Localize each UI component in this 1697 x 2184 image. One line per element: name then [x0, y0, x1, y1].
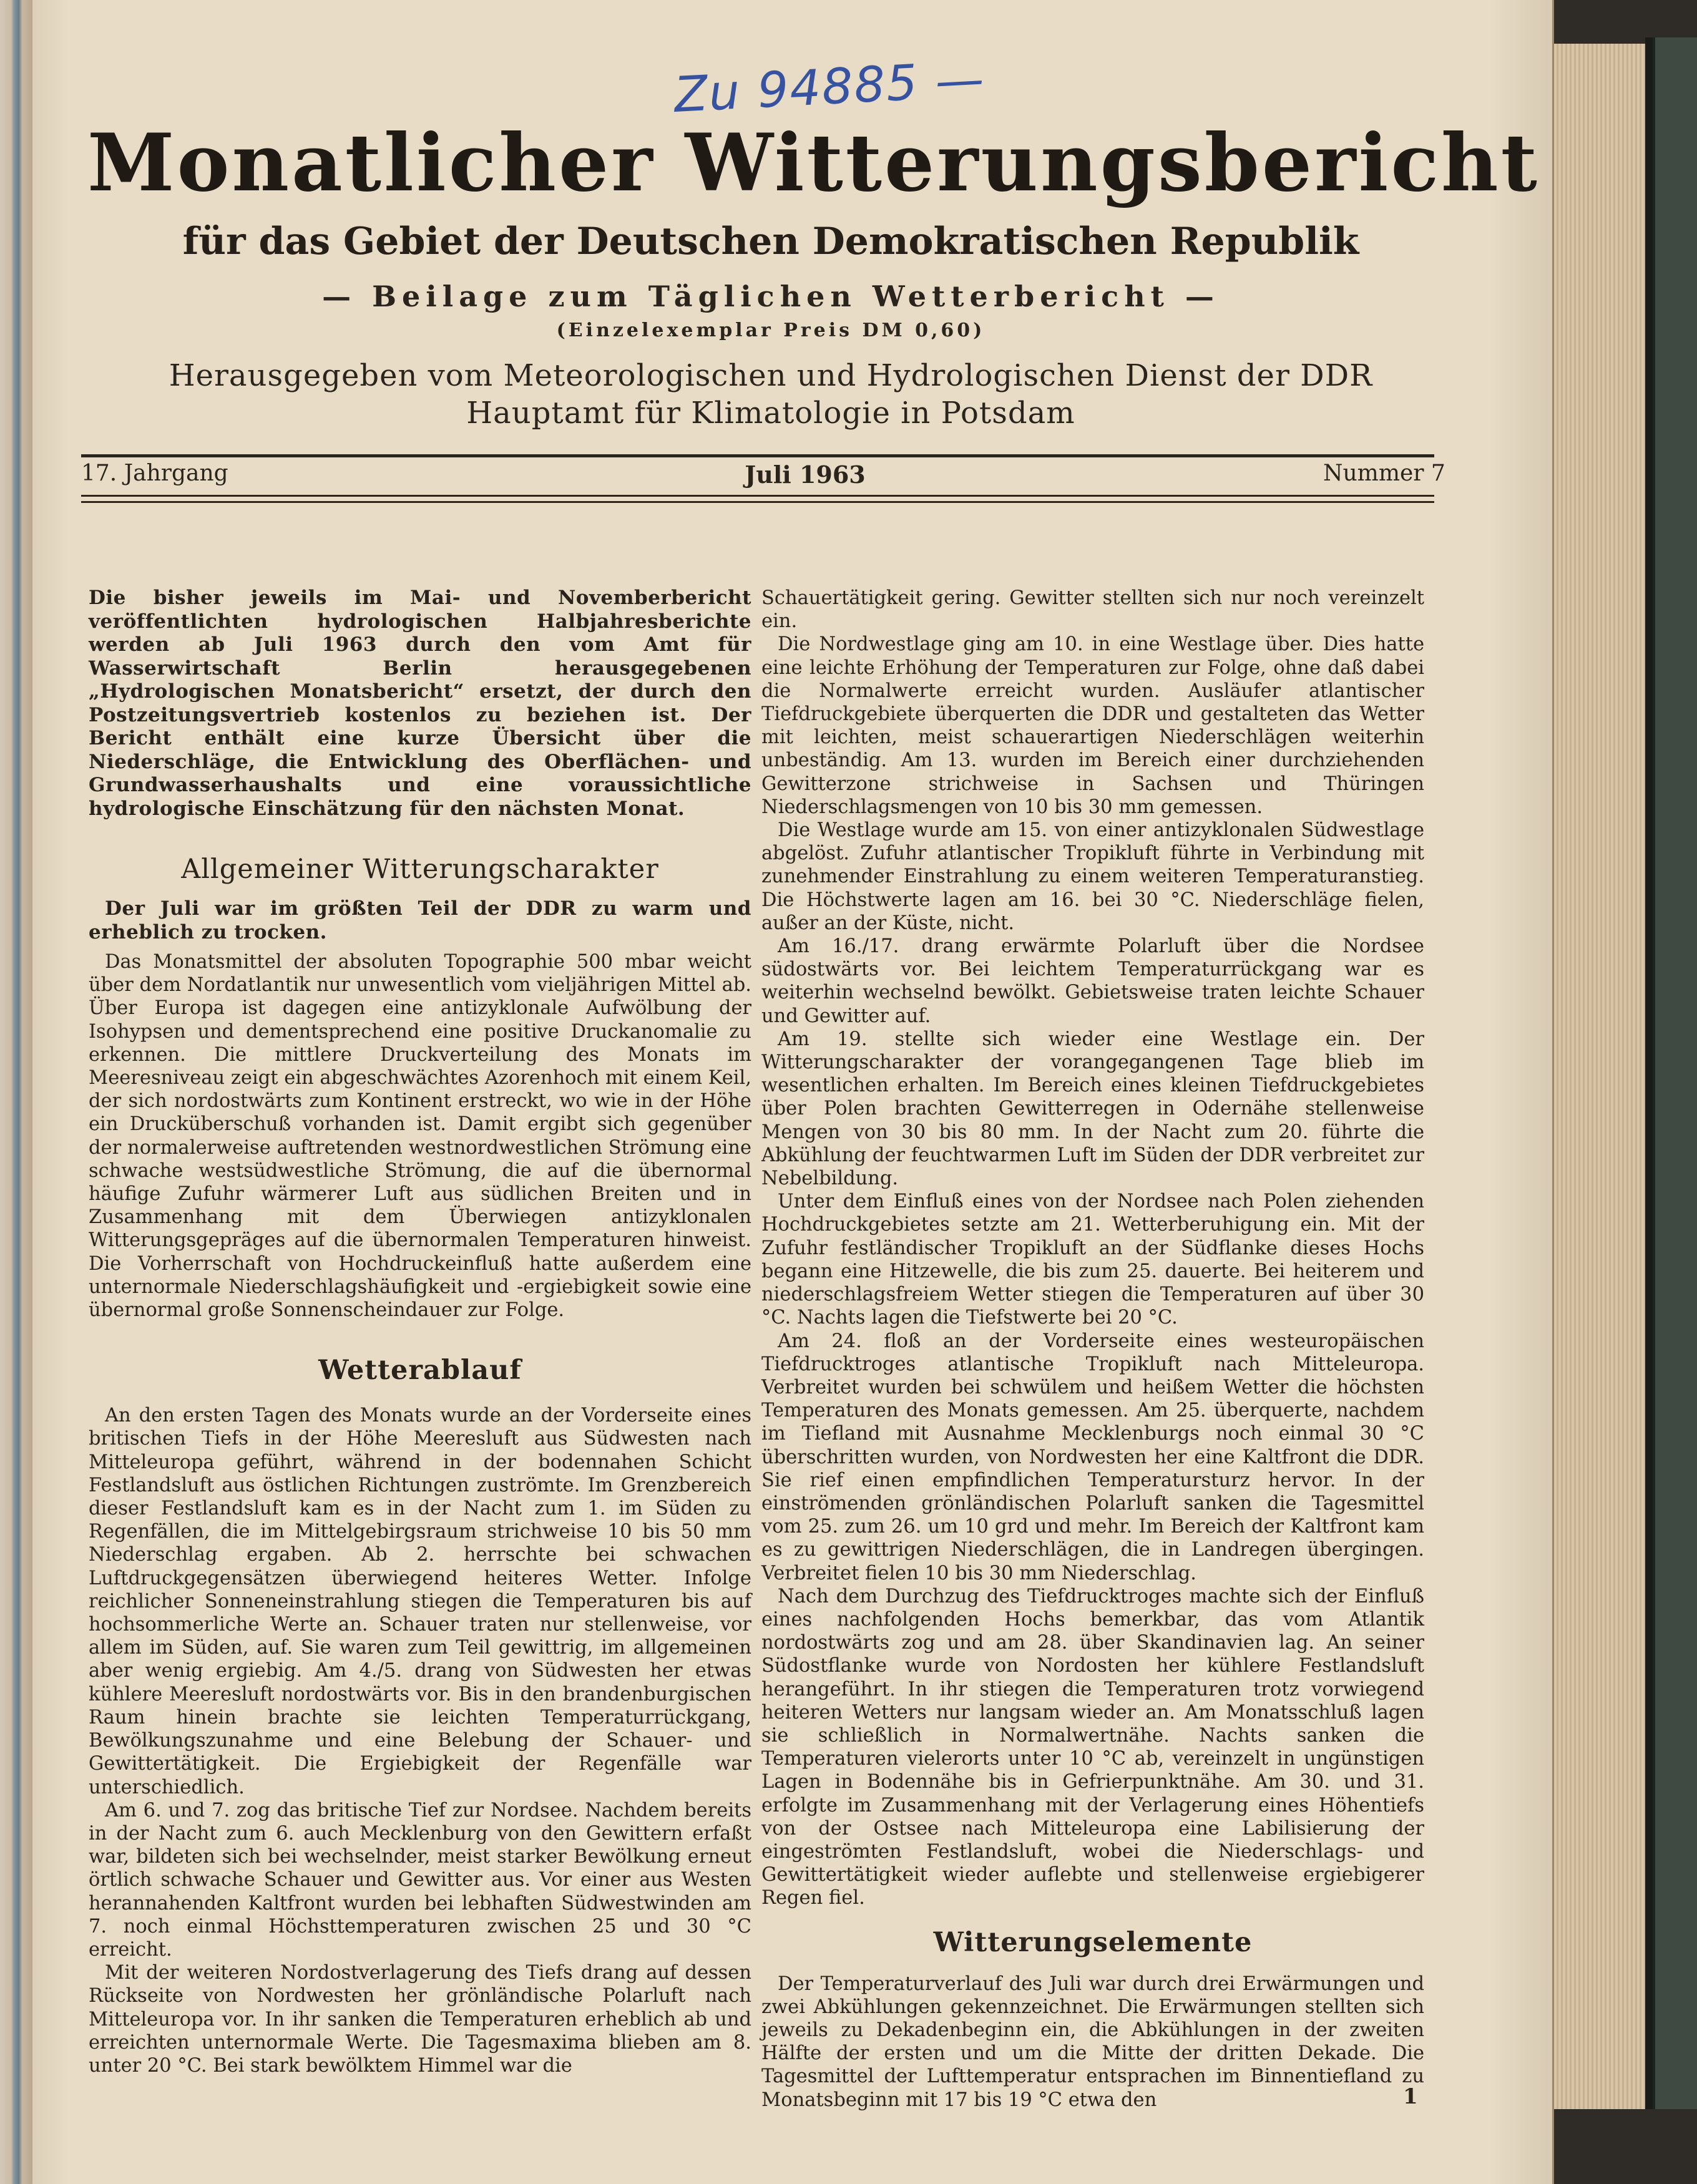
paragraph: Am 24. floß an der Vorderseite eines westeuropäischen Tiefdrucktroges atlantische Tropikluft nach Mitteleuropa. Verbreitet wurden bei schwülem und heißem Wetter die höchsten Temperaturen des Monats gemessen. Am 25. überquerte, nachdem im Tiefland mit Ausnahme Mecklenburgs noch einmal 30 °C überschritten wurden, von Nordwesten her eine Kaltfront die DDR. Sie rief einen empfindlichen Temperatursturz hervor. In der einströmenden grönländischen Polarluft sanken die Tagesmittel vom 25. zum 26. um 10 grd und mehr. Im Bereich der Kaltfront kam es zu gewittrigen Niederschlägen, die in Landregen übergingen. Verbreitet fielen 10 bis 30 mm Niederschlag. — [761, 1330, 1424, 1584]
paragraph: Die Nordwestlage ging am 10. in eine Westlage über. Dies hatte eine leichte Erhöhung der Temperaturen zur Folge, ohne daß dabei die Normalwerte erreicht wurden. Ausläufer atlantischer Tiefdruckgebiete überquerten die DDR und gestalteten das Wetter mit leichten, meist schauerartigen Niederschlägen weiterhin unbeständig. Am 13. wurden im Bereich einer durchziehenden Gewitterzone strichweise in Sachsen und Thüringen Niederschlagsmengen von 10 bis 30 mm gemessen. — [761, 633, 1424, 818]
lead-paragraph: Der Juli war im größten Teil der DDR zu warm und erheblich zu trocken. — [89, 897, 751, 943]
masthead-subtitle: für das Gebiet der Deutschen Demokratischen Republik — [182, 220, 1359, 263]
paragraph: An den ersten Tagen des Monats wurde an der Vorderseite eines britischen Tiefs in der Höhe Meeresluft aus Südwesten nach Mitteleuropa geführt, während in der bodennahen Schicht Festlandsluft aus östlichen Richtungen zuströmte. Im Grenzbereich dieser Festlandsluft kam es in der Nacht zum 1. im Süden zu Regenfällen, die im Mittelgebirgsraum strichweise 10 bis 50 mm Niederschlag ergaben. Ab 2. herrschte bei schwachen Luftdruckgegensätzen überwiegend heiteres Wetter. Infolge reichlicher Sonneneinstrahlung stiegen die Temperaturen bis auf hochsommerliche Werte an. Schauer traten nur stellenweise, vor allem im Süden, auf. Sie waren zum Teil gewittrig, im allgemeinen aber wenig ergiebig. Am 4./5. drang von Südwesten her etwas kühlere Meeresluft nordostwärts vor. Bis in den brandenburgischen Raum hinein brachte sie leichten Temperaturrückgang, Bewölkungszunahme und eine Belebung der Schauer- und Gewittertätigkeit. Die Ergiebigkeit der Regenfälle war unterschiedlich. — [89, 1405, 751, 1798]
publisher-line-2: Hauptamt für Klimatologie in Potsdam — [466, 396, 1075, 431]
paragraph: Nach dem Durchzug des Tiefdrucktroges machte sich der Einfluß eines nachfolgenden Hochs bemerkbar, das vom Atlantik nordostwärts zog und am 28. über Skandinavien lag. An seiner Südostflanke wurde von Nordosten her kühlere Festlandsluft herangeführt. In ihr stiegen die Temperaturen trotz vorwiegend heiteren Wetters nur langsam wieder an. Am Monatsschluß lagen sie schließlich in Normalwertnähe. Nachts sanken die Temperaturen vielerorts unter 10 °C ab, vereinzelt in ungünstigen Lagen in Bodennähe bis in Gefrierpunktnähe. Am 30. und 31. erfolgte im Zusammenhang mit der Verlagerung eines Höhentiefs von der Ostsee nach Mitteleuropa eine Labilisierung der eingeströmten Festlandsluft, wobei die Niederschlags- und Gewittertätigkeit wieder auflebte und stellenweise ergiebigerer Regen fiel. — [761, 1585, 1424, 1909]
page-number: 1 — [1403, 2084, 1418, 2109]
paragraph: Am 19. stellte sich wieder eine Westlage ein. Der Witterungscharakter der vorangegangenen Tage blieb im wesentlichen erhalten. Im Bereich eines kleinen Tiefdruckgebietes über Polen brachten Gewitterregen in Odernähe stellenweise Mengen von 30 bis 80 mm. In der Nacht zum 20. führte die Abkühlung der feuchtwarmen Luft im Süden der DDR verbreitet zur Nebelbildung. — [761, 1028, 1424, 1190]
intro-paragraph: Die bisher jeweils im Mai- und Novemberbericht veröffentlichten hydrologischen Halbjahresberichte werden ab Juli 1963 durch den vom Amt für Wasserwirtschaft Berlin herausgegebenen „Hydrologischen Monatsbericht“ ersetzt, der durch den Postzeitungsvertrieb kostenlos zu beziehen ist. Der Bericht enthält eine kurze Übersicht über die Niederschläge, die Entwicklung des Oberflächen- und Grundwasserhaushalts und eine voraussichtliche hydrologische Einschätzung für den nächsten Monat. — [89, 587, 751, 820]
book-binding — [1653, 37, 1697, 2109]
background-bottom — [1554, 2109, 1697, 2184]
paragraph: Mit der weiteren Nordostverlagerung des Tiefs drang auf dessen Rückseite von Nordwesten her grönländische Polarluft nach Mitteleuropa vor. In ihr sanken die Temperaturen erheblich ab und erreichten unternormale Werte. Die Tagesmaxima blieben am 8. unter 20 °C. Bei stark bewölktem Himmel war die — [89, 1962, 751, 2077]
header-rule-top — [81, 454, 1434, 457]
handwritten-note: Zu 94885 — — [672, 51, 987, 124]
binding-left-edge — [0, 0, 32, 2184]
publisher-line-1: Herausgegeben vom Meteorologischen und Hydrologischen Dienst der DDR — [169, 358, 1373, 393]
header-rule-bottom-2 — [81, 501, 1434, 503]
paragraph: Unter dem Einfluß eines von der Nordsee nach Polen ziehenden Hochdruckgebietes setzte am 21. Wetterberuhigung ein. Mit der Zufuhr festländischer Tropikluft an der Südflanke dieses Hochs begann eine Hitzewelle, die bis zum 25. dauerte. Bei heiterem und niederschlagsfreiem Wetter stiegen die Temperaturen auf über 30 °C. Nachts lagen die Tiefstwerte bei 20 °C. — [761, 1191, 1424, 1329]
paragraph: Der Temperaturverlauf des Juli war durch drei Erwärmungen und zwei Abkühlungen gekennzeichnet. Die Erwärmungen stellten sich jeweils zu Dekadenbeginn ein, die Abkühlungen in der zweiten Hälfte der ersten und um die Mitte der dritten Dekade. Die Tagesmittel der Lufttemperatur entsprachen im Binnentiefland zu Monatsbeginn mit 17 bis 19 °C etwa den — [761, 1972, 1424, 2111]
right-column — [761, 587, 1424, 2112]
issue-month: Juli 1963 — [745, 461, 866, 489]
left-column — [89, 587, 751, 2077]
section-heading-wetterablauf: Wetterablauf — [318, 1355, 522, 1387]
header-rule-bottom-1 — [81, 495, 1434, 497]
section-heading-witterungselemente: Witterungselemente — [933, 1926, 1253, 1958]
paragraph: Am 16./17. drang erwärmte Polarluft über die Nordsee südostwärts vor. Bei leichtem Temperaturrückgang war es weiterhin wechselnd bewölkt. Gebietsweise traten leichte Schauer und Gewitter auf. — [761, 935, 1424, 1027]
publisher-block — [87, 357, 1454, 432]
issue-volume: 17. Jahrgang — [81, 461, 228, 486]
issue-number: Nummer 7 — [1323, 461, 1445, 486]
section-heading-allgemeiner-witterungscharakter: Allgemeiner Witterungscharakter — [181, 854, 659, 885]
paragraph: Das Monatsmittel der absoluten Topographie 500 mbar weicht über dem Nordatlantik nur unwesentlich vom vieljährigen Mittel ab. Über Europa ist dagegen eine antizyklonale Aufwölbung der Isohypsen und dementsprechend eine positive Druckanomalie zu erkennen. Die mittlere Druckverteilung des Monats im Meeresniveau zeigt ein abgeschwächtes Azorenhoch mit einem Keil, der sich nordostwärts zum Kontinent erstreckt, wo wie in der Höhe ein Drucküberschuß vorhanden ist. Damit ergibt sich gegenüber der normalerweise auftretenden westnordwestlichen Strömung eine schwache westsüdwestliche Strömung, die auf die übernormal häufige Zufuhr wärmerer Luft aus südlichen Breiten und in Zusammenhang mit dem Überwiegen antizyklonalen Witterungsgepräges auf die übernormalen Temperaturen hinweist. Die Vorherrschaft von Hochdruckeinfluß hatte außerdem eine unternormale Niederschlagshäufigkeit und -ergiebigkeit sowie eine übernormal große Sonnenscheindauer zur Folge. — [89, 951, 751, 1322]
paragraph: Am 6. und 7. zog das britische Tief zur Nordsee. Nachdem bereits in der Nacht zum 6. auch Mecklenburg von den Gewittern erfaßt war, bildeten sich bei wechselnder, meist starker Bewölkung erneut örtlich schwache Schauer und Gewitter aus. Vor einer aus Westen herannahenden Kaltfront wurden bei lebhaften Südwestwinden am 7. noch einmal Höchsttemperaturen zwischen 25 und 30 °C erreicht. — [89, 1799, 751, 1961]
paragraph: Die Westlage wurde am 15. von einer antizyklonalen Südwestlage abgelöst. Zufuhr atlantischer Tropikluft führte in Verbindung mit zunehmender Einstrahlung zu einem weiteren Temperaturanstieg. Die Höchstwerte lagen am 16. bei 30 °C. Niederschläge fielen, außer an der Küste, nicht. — [761, 819, 1424, 934]
masthead-title: Monatlicher Witterungsbericht — [87, 117, 1540, 209]
price-line: (Einzelexemplar Preis DM 0,60) — [556, 319, 985, 341]
supplement-line: — Beilage zum Täglichen Wetterbericht — — [322, 280, 1220, 313]
paragraph: Schauertätigkeit gering. Gewitter stellten sich nur noch vereinzelt ein. — [761, 587, 1424, 633]
book-page-stack — [1552, 0, 1697, 2184]
